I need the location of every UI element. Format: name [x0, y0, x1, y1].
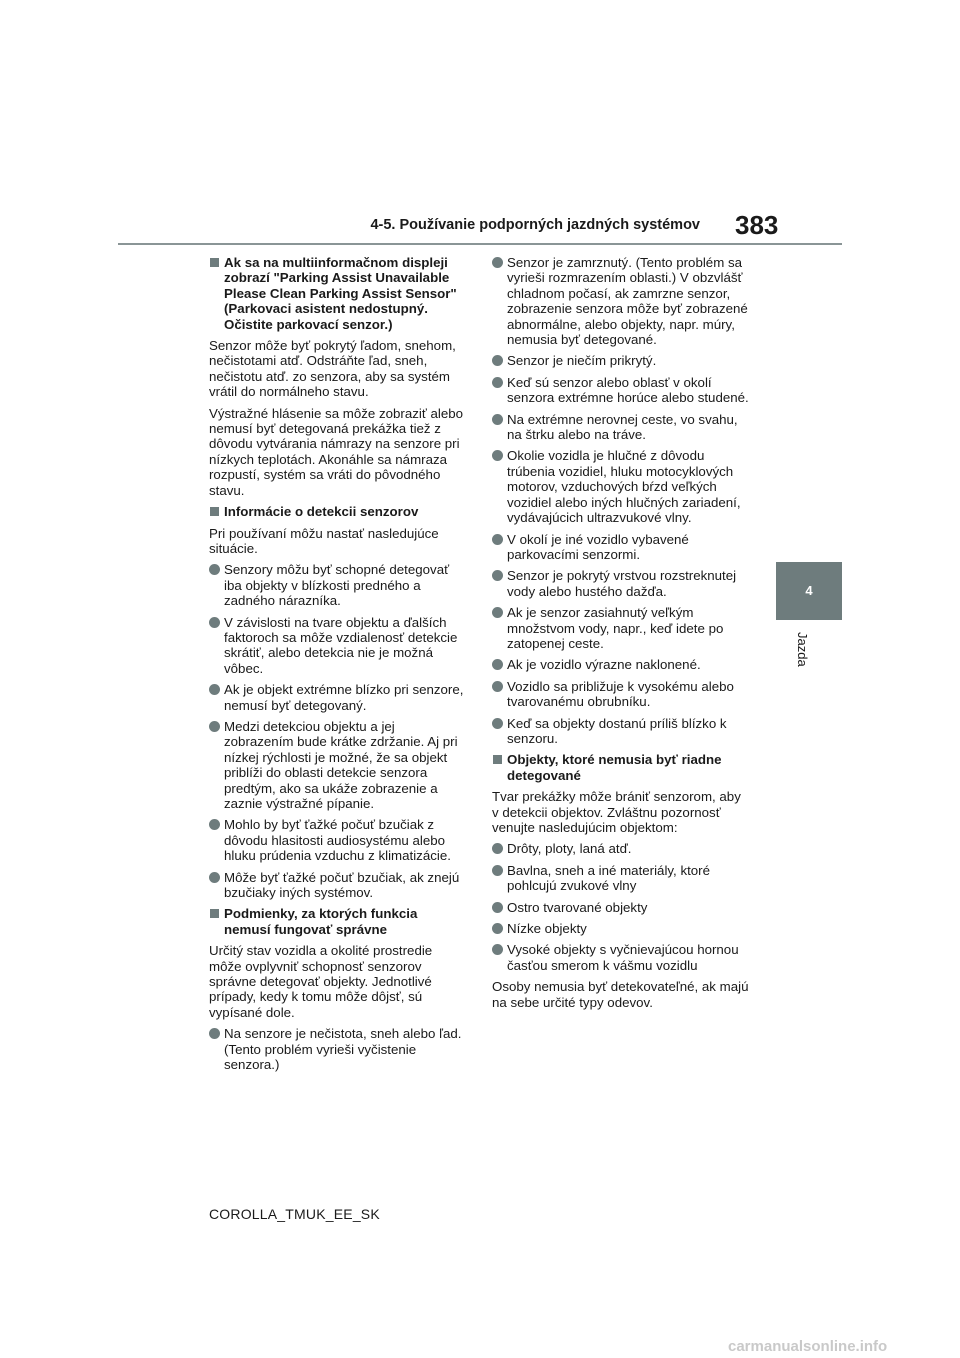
- page-number: 383: [735, 210, 779, 240]
- bullet-item: Vysoké objekty s vyčnievajúcou hornou časťou smerom k vášmu vozidlu: [492, 942, 750, 973]
- bullet-item: Drôty, ploty, laná atď.: [492, 841, 750, 856]
- chapter-label: Jazda: [795, 632, 810, 667]
- bullet-item: Medzi detekciou objektu a jej zobrazením bude krátke zdržanie. Aj pri nízkej rýchlosti je možné, že sa objekt priblíži do oblasti detekcie senzora predtým, ako sa ukáže zobrazenie a zaznie výstražné pípanie.: [209, 719, 467, 811]
- section-heading: Objekty, ktoré nemusia byť riadne detegované: [492, 752, 750, 783]
- bullet-item: Ostro tvarované objekty: [492, 900, 750, 915]
- bullet-item: Vozidlo sa približuje k vysokému alebo tvarovanému obrubníku.: [492, 679, 750, 710]
- bullet-item: Mohlo by byť ťažké počuť bzučiak z dôvodu hlasitosti audiosystému alebo hluku prúdenia vzduchu z klimatizácie.: [209, 817, 467, 863]
- document-code: COROLLA_TMUK_EE_SK: [209, 1206, 380, 1222]
- bullet-item: Senzory môžu byť schopné detegovať iba objekty v blízkosti predného a zadného nárazníka.: [209, 562, 467, 608]
- bullet-item: Bavlna, sneh a iné materiály, ktoré pohlcujú zvukové vlny: [492, 863, 750, 894]
- paragraph: Pri používaní môžu nastať nasledujúce situácie.: [209, 525, 439, 556]
- paragraph: Senzor môže byť pokrytý ľadom, snehom, nečistotami atď. Odstráňte ľad, sneh, nečistotu atď. zo senzora, aby sa systém vrátil do normálneho stavu.: [209, 338, 456, 400]
- paragraph: Určitý stav vozidla a okolité prostredie môže ovplyvniť schopnosť senzorov správne detegovať objekty. Jednotlivé prípady, kedy k tomu môže dôjsť, sú vypísané dole.: [209, 943, 433, 1020]
- bullet-item: Keď sú senzor alebo oblasť v okolí senzora extrémne horúce alebo studené.: [492, 375, 750, 406]
- bullet-item: Keď sa objekty dostanú príliš blízko k senzoru.: [492, 716, 750, 747]
- section-title: 4-5. Používanie podporných jazdných systémov: [370, 217, 700, 233]
- bullet-item: Na senzore je nečistota, sneh alebo ľad. (Tento problém vyrieši vyčistenie senzora.): [209, 1026, 467, 1072]
- watermark-text: carmanualsonline.info: [728, 1338, 888, 1355]
- bullet-item: Môže byť ťažké počuť bzučiak, ak znejú bzučiaky iných systémov.: [209, 870, 467, 901]
- chapter-tab: 4: [776, 562, 842, 620]
- paragraph: Osoby nemusia byť detekovateľné, ak majú na sebe určité typy odevov.: [492, 979, 749, 1010]
- bullet-item: Senzor je niečím prikrytý.: [492, 353, 750, 368]
- bullet-item: Senzor je pokrytý vrstvou rozstreknutej vody alebo hustého dažďa.: [492, 568, 750, 599]
- bullet-item: Senzor je zamrznutý. (Tento problém sa vyrieši rozmrazením oblasti.) V obzvlášť chladnom počasí, ak zamrzne senzor, zobrazenie senzora môže byť zobrazené abnormálne, alebo objekty, napr. múry, nemusia byť detegované.: [492, 255, 750, 347]
- bullet-item: Ak je senzor zasiahnutý veľkým množstvom vody, napr., keď idete po zatopenej ceste.: [492, 605, 750, 651]
- left-column: [209, 255, 467, 1079]
- bullet-item: Ak je vozidlo výrazne naklonené.: [492, 657, 750, 672]
- paragraph: Tvar prekážky môže brániť senzorom, aby v detekcii objektov. Zvláštnu pozornosť venujte nasledujúcim objektom:: [492, 789, 741, 835]
- header-divider: [118, 243, 842, 245]
- paragraph: Výstražné hlásenie sa môže zobraziť alebo nemusí byť detegovaná prekážka tiež z dôvodu vytvárania námrazy na senzore pri nízkych teplotách. Akonáhle sa námraza rozpustí, systém sa vráti do pôvodného stavu.: [209, 405, 464, 498]
- bullet-item: V okolí je iné vozidlo vybavené parkovacími senzormi.: [492, 532, 750, 563]
- bullet-item: Ak je objekt extrémne blízko pri senzore, nemusí byť detegovaný.: [209, 682, 467, 713]
- bullet-item: Nízke objekty: [492, 921, 750, 936]
- section-heading: Ak sa na multiinformačnom displeji zobrazí "Parking Assist Unavailable Please Clean Parking Assist Sensor" (Parkovaci asistent nedostupný. Očistite parkovací senzor.): [209, 255, 467, 332]
- section-heading: Informácie o detekcii senzorov: [209, 504, 467, 519]
- bullet-item: Okolie vozidla je hlučné z dôvodu trúbenia vozidiel, hluku motocyklových motorov, vzduchových bŕzd veľkých vozidiel alebo iných hlučných zariadení, vydávajúcich ultrazvukové vlny.: [492, 448, 750, 525]
- bullet-item: Na extrémne nerovnej ceste, vo svahu, na štrku alebo na tráve.: [492, 412, 750, 443]
- right-column: [492, 255, 750, 1016]
- section-heading: Podmienky, za ktorých funkcia nemusí fungovať správne: [209, 906, 467, 937]
- bullet-item: V závislosti na tvare objektu a ďalších faktoroch sa môže vzdialenosť detekcie skrátiť, alebo detekcia nie je možná vôbec.: [209, 615, 467, 677]
